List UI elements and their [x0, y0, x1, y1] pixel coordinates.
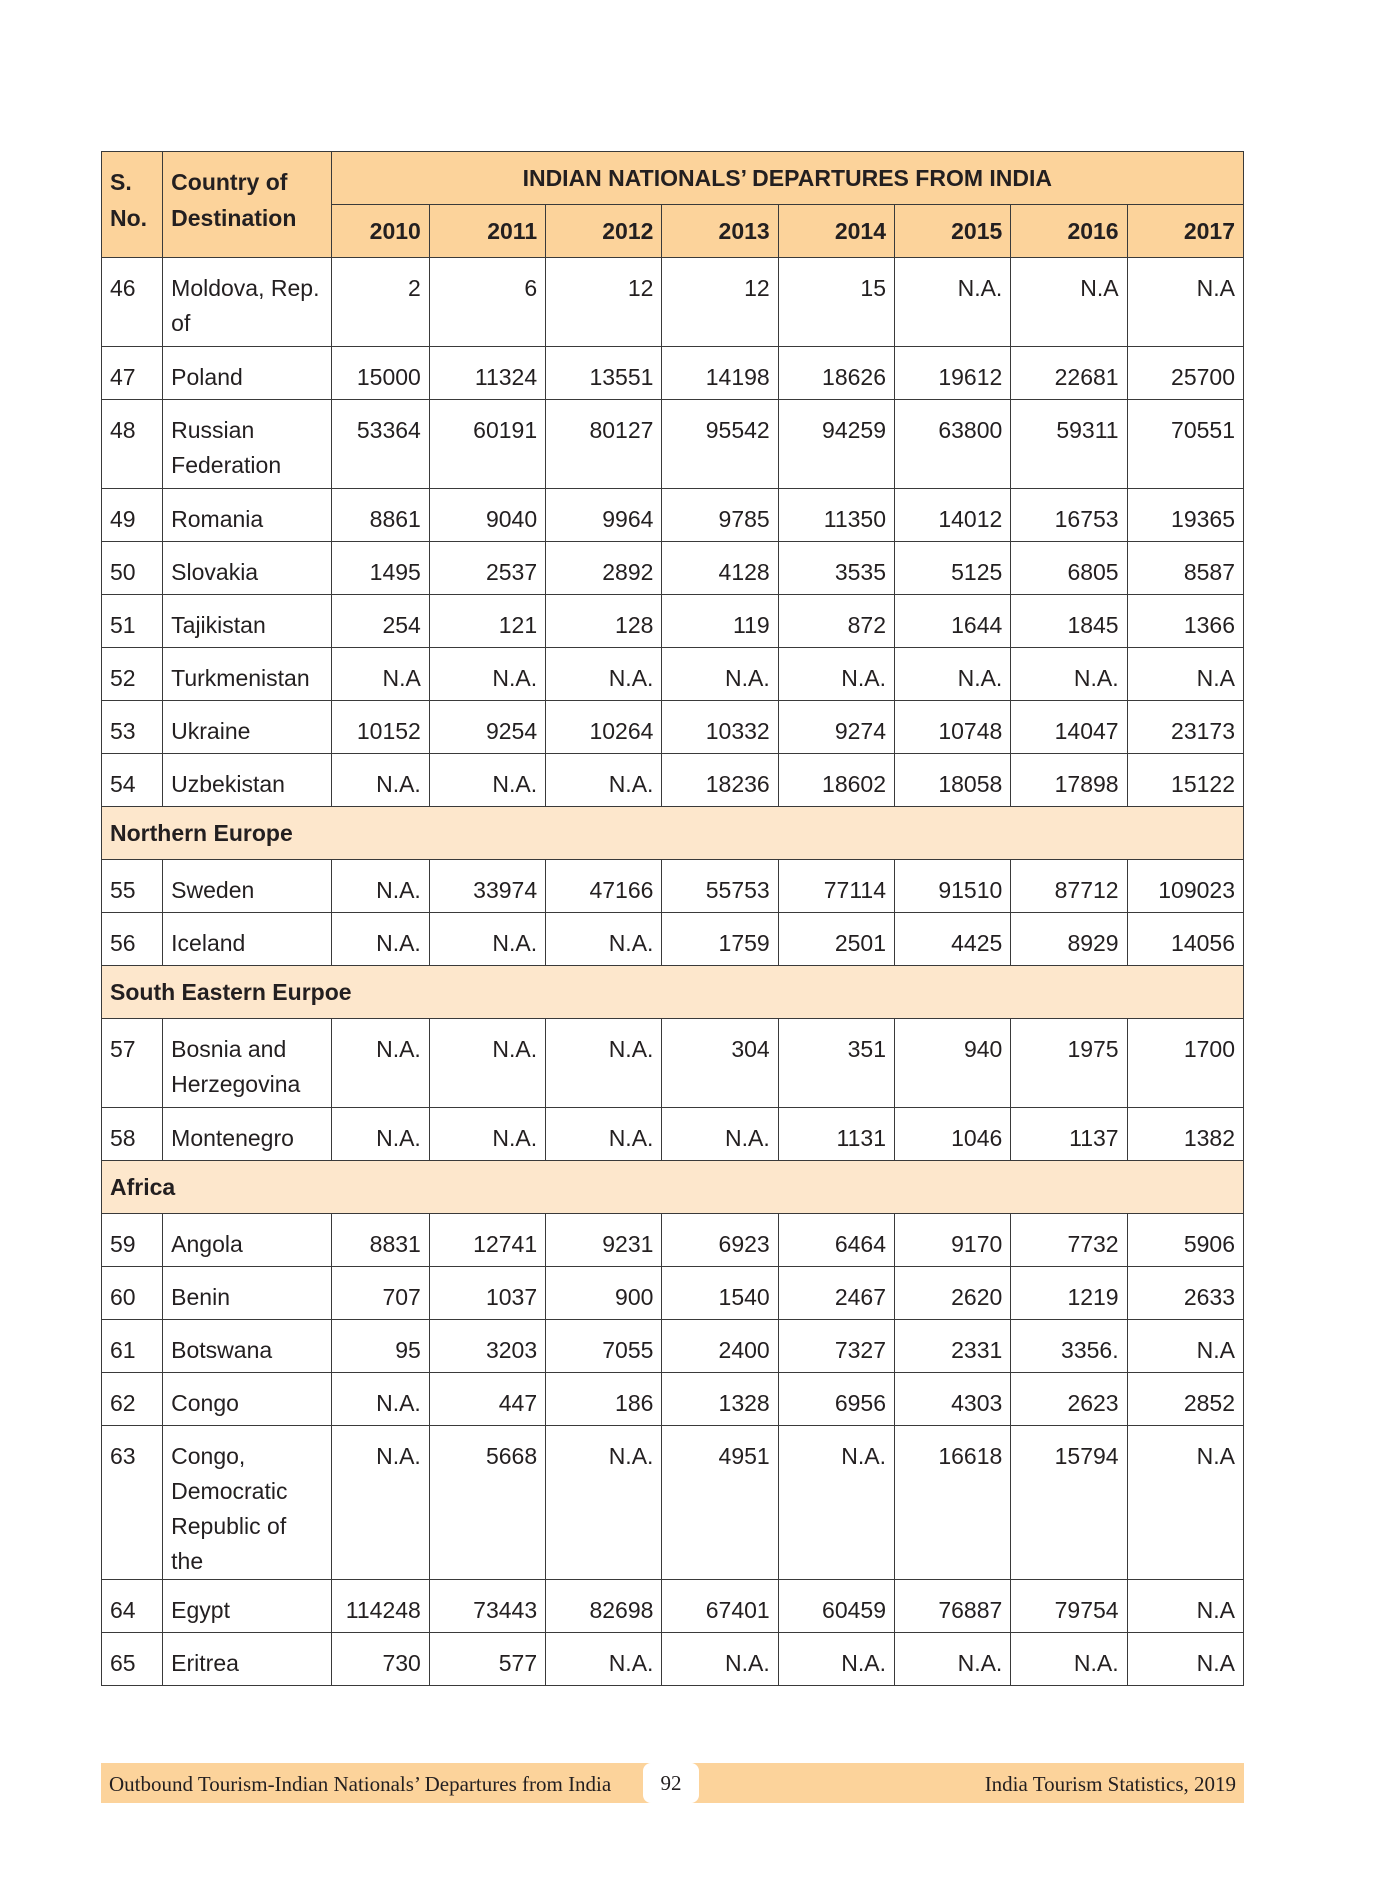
- table-row: [102, 347, 1244, 400]
- departures-value-cell: 4951: [662, 1426, 778, 1580]
- country-cell: Poland: [163, 347, 331, 400]
- departures-value-cell: 59311: [1011, 400, 1127, 489]
- departures-value-cell: 7055: [546, 1320, 662, 1373]
- departures-value-cell: 1759: [662, 913, 778, 966]
- departures-value-cell: 6464: [778, 1214, 894, 1267]
- departures-value-cell: 9170: [895, 1214, 1011, 1267]
- departures-value-cell: 6956: [778, 1373, 894, 1426]
- table-row: [102, 489, 1244, 542]
- departures-value-cell: N.A.: [331, 754, 429, 807]
- footer-publication-title: India Tourism Statistics, 2019: [984, 1772, 1236, 1796]
- departures-value-cell: 60191: [429, 400, 545, 489]
- departures-value-cell: N.A: [1127, 648, 1243, 701]
- departures-value-cell: N.A.: [778, 648, 894, 701]
- serial-number-cell: 55: [102, 860, 163, 913]
- serial-number-cell: 51: [102, 595, 163, 648]
- country-cell: Turkmenistan: [163, 648, 331, 701]
- year-header: 2012: [546, 205, 662, 258]
- serial-number-cell: 58: [102, 1108, 163, 1161]
- table-title: INDIAN NATIONALS’ DEPARTURES FROM INDIA: [331, 152, 1243, 205]
- departures-value-cell: 4425: [895, 913, 1011, 966]
- departures-value-cell: 8861: [331, 489, 429, 542]
- region-section-row: [102, 966, 1244, 1019]
- departures-value-cell: 94259: [778, 400, 894, 489]
- country-cell: Benin: [163, 1267, 331, 1320]
- departures-value-cell: 13551: [546, 347, 662, 400]
- header-row: [102, 152, 1244, 205]
- departures-value-cell: 77114: [778, 860, 894, 913]
- departures-value-cell: 11350: [778, 489, 894, 542]
- departures-value-cell: 9785: [662, 489, 778, 542]
- departures-value-cell: 730: [331, 1633, 429, 1686]
- table-row: [102, 1633, 1244, 1686]
- region-label: Northern Europe: [102, 807, 1244, 860]
- year-header: 2016: [1011, 205, 1127, 258]
- departures-value-cell: 9040: [429, 489, 545, 542]
- table-row: [102, 1267, 1244, 1320]
- serial-number-cell: 63: [102, 1426, 163, 1580]
- departures-value-cell: 5125: [895, 542, 1011, 595]
- serial-number-cell: 49: [102, 489, 163, 542]
- departures-value-cell: 304: [662, 1019, 778, 1108]
- country-cell: Moldova, Rep. of: [163, 258, 331, 347]
- departures-value-cell: N.A: [1127, 1633, 1243, 1686]
- departures-value-cell: 1700: [1127, 1019, 1243, 1108]
- serial-number-cell: 46: [102, 258, 163, 347]
- departures-value-cell: 1219: [1011, 1267, 1127, 1320]
- departures-value-cell: 18602: [778, 754, 894, 807]
- departures-value-cell: 1382: [1127, 1108, 1243, 1161]
- serial-number-cell: 48: [102, 400, 163, 489]
- departures-value-cell: 70551: [1127, 400, 1243, 489]
- departures-value-cell: N.A: [1127, 1426, 1243, 1580]
- departures-value-cell: N.A.: [429, 1019, 545, 1108]
- departures-value-cell: 8587: [1127, 542, 1243, 595]
- departures-value-cell: 900: [546, 1267, 662, 1320]
- departures-value-cell: N.A.: [331, 860, 429, 913]
- departures-value-cell: N.A.: [331, 1426, 429, 1580]
- departures-value-cell: 47166: [546, 860, 662, 913]
- departures-value-cell: 60459: [778, 1580, 894, 1633]
- departures-value-cell: 109023: [1127, 860, 1243, 913]
- departures-value-cell: 19612: [895, 347, 1011, 400]
- departures-value-cell: N.A.: [429, 1108, 545, 1161]
- departures-value-cell: N.A.: [546, 1633, 662, 1686]
- serial-number-cell: 65: [102, 1633, 163, 1686]
- country-cell: Iceland: [163, 913, 331, 966]
- table-row: [102, 1108, 1244, 1161]
- departures-value-cell: 19365: [1127, 489, 1243, 542]
- country-cell: Eritrea: [163, 1633, 331, 1686]
- departures-value-cell: 16753: [1011, 489, 1127, 542]
- serial-number-cell: 57: [102, 1019, 163, 1108]
- departures-value-cell: 10152: [331, 701, 429, 754]
- departures-value-cell: 1975: [1011, 1019, 1127, 1108]
- departures-value-cell: N.A.: [546, 1019, 662, 1108]
- departures-value-cell: 76887: [895, 1580, 1011, 1633]
- departures-value-cell: 12: [546, 258, 662, 347]
- table-row: [102, 648, 1244, 701]
- departures-value-cell: N.A.: [895, 258, 1011, 347]
- table-row: [102, 542, 1244, 595]
- sn-header-line1: S.: [110, 169, 132, 195]
- departures-value-cell: 14047: [1011, 701, 1127, 754]
- departures-value-cell: 25700: [1127, 347, 1243, 400]
- country-cell: Ukraine: [163, 701, 331, 754]
- departures-value-cell: 14012: [895, 489, 1011, 542]
- departures-value-cell: 2852: [1127, 1373, 1243, 1426]
- departures-value-cell: 351: [778, 1019, 894, 1108]
- departures-value-cell: 3535: [778, 542, 894, 595]
- departures-value-cell: 15122: [1127, 754, 1243, 807]
- departures-value-cell: N.A: [1127, 258, 1243, 347]
- table-row: [102, 701, 1244, 754]
- departures-value-cell: 2: [331, 258, 429, 347]
- serial-number-cell: 47: [102, 347, 163, 400]
- departures-value-cell: 1037: [429, 1267, 545, 1320]
- departures-table: [101, 151, 1244, 1686]
- departures-value-cell: N.A.: [546, 1108, 662, 1161]
- serial-number-cell: 61: [102, 1320, 163, 1373]
- departures-value-cell: 254: [331, 595, 429, 648]
- departures-value-cell: 15000: [331, 347, 429, 400]
- departures-value-cell: N.A: [1127, 1320, 1243, 1373]
- departures-value-cell: 79754: [1011, 1580, 1127, 1633]
- country-cell: Sweden: [163, 860, 331, 913]
- page-number: 92: [643, 1763, 699, 1803]
- departures-value-cell: 14056: [1127, 913, 1243, 966]
- departures-value-cell: N.A.: [895, 648, 1011, 701]
- departures-value-cell: 22681: [1011, 347, 1127, 400]
- departures-value-cell: 80127: [546, 400, 662, 489]
- departures-value-cell: 2537: [429, 542, 545, 595]
- departures-value-cell: 119: [662, 595, 778, 648]
- sn-header-line2: No.: [110, 205, 148, 231]
- year-header: 2013: [662, 205, 778, 258]
- region-section-row: [102, 807, 1244, 860]
- departures-value-cell: 17898: [1011, 754, 1127, 807]
- departures-value-cell: 9274: [778, 701, 894, 754]
- departures-value-cell: N.A.: [662, 648, 778, 701]
- year-header: 2015: [895, 205, 1011, 258]
- departures-value-cell: 1137: [1011, 1108, 1127, 1161]
- country-header: [163, 152, 331, 258]
- departures-value-cell: 3356.: [1011, 1320, 1127, 1373]
- serial-number-cell: 56: [102, 913, 163, 966]
- departures-value-cell: N.A.: [778, 1633, 894, 1686]
- serial-number-cell: 64: [102, 1580, 163, 1633]
- country-header-line1: Country of: [171, 169, 288, 195]
- departures-value-cell: 577: [429, 1633, 545, 1686]
- departures-value-cell: 707: [331, 1267, 429, 1320]
- departures-value-cell: 7732: [1011, 1214, 1127, 1267]
- country-cell: Bosnia and Herzegovina: [163, 1019, 331, 1108]
- departures-value-cell: N.A.: [546, 648, 662, 701]
- departures-value-cell: 2400: [662, 1320, 778, 1373]
- departures-value-cell: 95: [331, 1320, 429, 1373]
- serial-number-cell: 59: [102, 1214, 163, 1267]
- departures-value-cell: 63800: [895, 400, 1011, 489]
- table-row: [102, 1580, 1244, 1633]
- departures-value-cell: 4303: [895, 1373, 1011, 1426]
- departures-value-cell: N.A.: [331, 1019, 429, 1108]
- region-label: South Eastern Eurpoe: [102, 966, 1244, 1019]
- departures-value-cell: N.A.: [1011, 1633, 1127, 1686]
- table-row: [102, 258, 1244, 347]
- departures-value-cell: 67401: [662, 1580, 778, 1633]
- table-body: [102, 258, 1244, 1686]
- table-row: [102, 595, 1244, 648]
- departures-value-cell: 2331: [895, 1320, 1011, 1373]
- footer-section-title: Outbound Tourism-Indian Nationals’ Departures from India: [109, 1772, 612, 1796]
- country-cell: Congo: [163, 1373, 331, 1426]
- departures-value-cell: 73443: [429, 1580, 545, 1633]
- departures-value-cell: N.A.: [429, 754, 545, 807]
- departures-value-cell: 53364: [331, 400, 429, 489]
- departures-value-cell: 7327: [778, 1320, 894, 1373]
- serial-number-cell: 62: [102, 1373, 163, 1426]
- departures-value-cell: 12741: [429, 1214, 545, 1267]
- departures-value-cell: 2633: [1127, 1267, 1243, 1320]
- departures-value-cell: 18058: [895, 754, 1011, 807]
- departures-value-cell: 95542: [662, 400, 778, 489]
- year-header: 2010: [331, 205, 429, 258]
- departures-value-cell: 1845: [1011, 595, 1127, 648]
- departures-value-cell: 18626: [778, 347, 894, 400]
- page-footer: [101, 1763, 1244, 1803]
- departures-value-cell: 1046: [895, 1108, 1011, 1161]
- country-cell: Slovakia: [163, 542, 331, 595]
- departures-value-cell: N.A.: [331, 1373, 429, 1426]
- departures-value-cell: N.A.: [662, 1108, 778, 1161]
- departures-value-cell: 1540: [662, 1267, 778, 1320]
- departures-value-cell: 872: [778, 595, 894, 648]
- departures-value-cell: N.A.: [429, 648, 545, 701]
- departures-value-cell: N.A: [331, 648, 429, 701]
- table-row: [102, 1320, 1244, 1373]
- serial-number-cell: 60: [102, 1267, 163, 1320]
- departures-value-cell: 91510: [895, 860, 1011, 913]
- departures-value-cell: N.A: [1011, 258, 1127, 347]
- table-row: [102, 754, 1244, 807]
- year-header: 2014: [778, 205, 894, 258]
- departures-value-cell: 6805: [1011, 542, 1127, 595]
- departures-value-cell: 87712: [1011, 860, 1127, 913]
- country-cell: Montenegro: [163, 1108, 331, 1161]
- country-cell: Egypt: [163, 1580, 331, 1633]
- table-row: [102, 1214, 1244, 1267]
- departures-value-cell: 4128: [662, 542, 778, 595]
- departures-value-cell: 3203: [429, 1320, 545, 1373]
- departures-value-cell: 2501: [778, 913, 894, 966]
- table-row: [102, 860, 1244, 913]
- departures-value-cell: 128: [546, 595, 662, 648]
- departures-value-cell: N.A.: [429, 913, 545, 966]
- region-label: Africa: [102, 1161, 1244, 1214]
- departures-value-cell: 15794: [1011, 1426, 1127, 1580]
- departures-value-cell: 1495: [331, 542, 429, 595]
- departures-value-cell: 55753: [662, 860, 778, 913]
- departures-value-cell: 114248: [331, 1580, 429, 1633]
- country-cell: Angola: [163, 1214, 331, 1267]
- departures-value-cell: 8929: [1011, 913, 1127, 966]
- departures-value-cell: 1328: [662, 1373, 778, 1426]
- country-header-line2: Destination: [171, 205, 297, 231]
- table-row: [102, 1426, 1244, 1580]
- departures-value-cell: N.A.: [331, 913, 429, 966]
- region-section-row: [102, 1161, 1244, 1214]
- departures-value-cell: 16618: [895, 1426, 1011, 1580]
- serial-number-cell: 54: [102, 754, 163, 807]
- departures-value-cell: 10332: [662, 701, 778, 754]
- departures-value-cell: 23173: [1127, 701, 1243, 754]
- serial-number-cell: 53: [102, 701, 163, 754]
- departures-value-cell: 2467: [778, 1267, 894, 1320]
- sn-header: [102, 152, 163, 258]
- departures-value-cell: 9964: [546, 489, 662, 542]
- country-cell: Congo, Democratic Republic of the: [163, 1426, 331, 1580]
- departures-value-cell: N.A: [1127, 1580, 1243, 1633]
- departures-value-cell: 6: [429, 258, 545, 347]
- departures-value-cell: 1131: [778, 1108, 894, 1161]
- departures-value-cell: N.A.: [1011, 648, 1127, 701]
- serial-number-cell: 52: [102, 648, 163, 701]
- departures-value-cell: 447: [429, 1373, 545, 1426]
- departures-value-cell: 9231: [546, 1214, 662, 1267]
- departures-value-cell: 6923: [662, 1214, 778, 1267]
- departures-value-cell: 12: [662, 258, 778, 347]
- departures-value-cell: 121: [429, 595, 545, 648]
- departures-value-cell: 14198: [662, 347, 778, 400]
- departures-value-cell: N.A.: [331, 1108, 429, 1161]
- departures-value-cell: 5906: [1127, 1214, 1243, 1267]
- departures-value-cell: 1644: [895, 595, 1011, 648]
- departures-value-cell: N.A.: [546, 1426, 662, 1580]
- departures-value-cell: 33974: [429, 860, 545, 913]
- departures-value-cell: 82698: [546, 1580, 662, 1633]
- country-cell: Uzbekistan: [163, 754, 331, 807]
- table-row: [102, 1373, 1244, 1426]
- departures-value-cell: 8831: [331, 1214, 429, 1267]
- country-cell: Romania: [163, 489, 331, 542]
- year-header: 2011: [429, 205, 545, 258]
- departures-value-cell: 186: [546, 1373, 662, 1426]
- departures-value-cell: 15: [778, 258, 894, 347]
- departures-value-cell: N.A.: [662, 1633, 778, 1686]
- departures-value-cell: 2620: [895, 1267, 1011, 1320]
- departures-value-cell: 2892: [546, 542, 662, 595]
- departures-value-cell: 10264: [546, 701, 662, 754]
- departures-value-cell: N.A.: [546, 913, 662, 966]
- departures-value-cell: 940: [895, 1019, 1011, 1108]
- departures-value-cell: 2623: [1011, 1373, 1127, 1426]
- departures-value-cell: 1366: [1127, 595, 1243, 648]
- departures-value-cell: 5668: [429, 1426, 545, 1580]
- table-row: [102, 1019, 1244, 1108]
- departures-value-cell: N.A.: [778, 1426, 894, 1580]
- departures-value-cell: N.A.: [895, 1633, 1011, 1686]
- country-cell: Botswana: [163, 1320, 331, 1373]
- table-row: [102, 400, 1244, 489]
- serial-number-cell: 50: [102, 542, 163, 595]
- country-cell: Russian Federation: [163, 400, 331, 489]
- year-header: 2017: [1127, 205, 1243, 258]
- departures-value-cell: 18236: [662, 754, 778, 807]
- departures-value-cell: N.A.: [546, 754, 662, 807]
- departures-value-cell: 11324: [429, 347, 545, 400]
- departures-value-cell: 10748: [895, 701, 1011, 754]
- country-cell: Tajikistan: [163, 595, 331, 648]
- table-row: [102, 913, 1244, 966]
- departures-value-cell: 9254: [429, 701, 545, 754]
